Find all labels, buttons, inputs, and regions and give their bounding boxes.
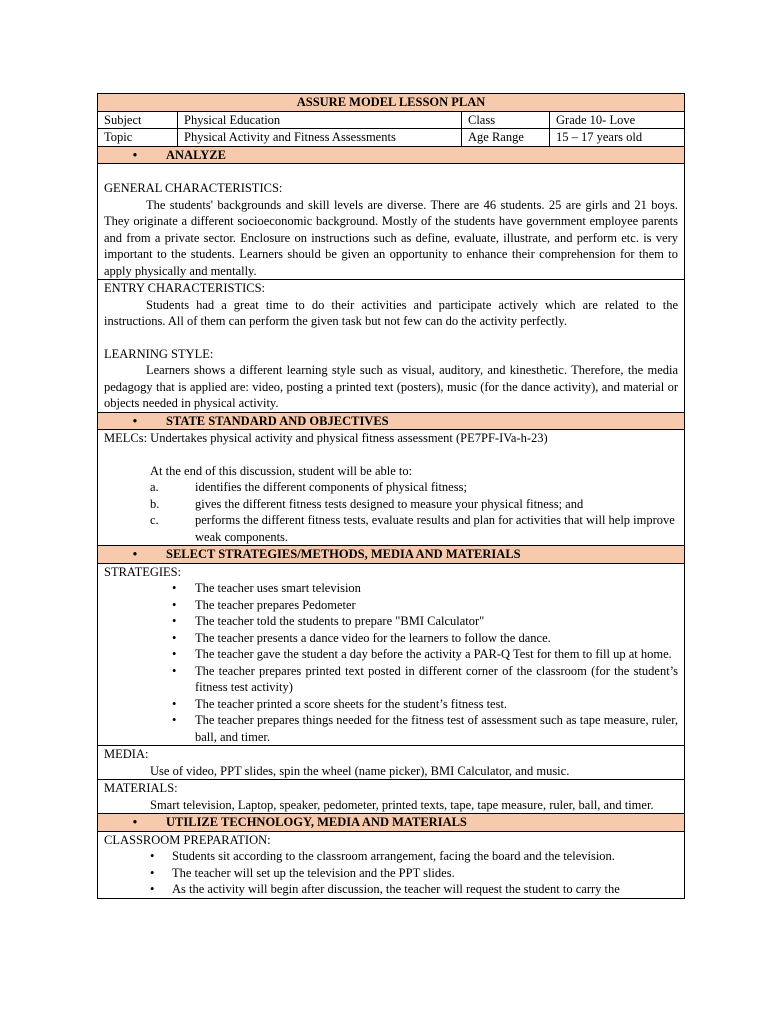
list-item: • As the activity will begin after discussion, the teacher will request the student to carry the <box>104 881 678 898</box>
list-item: • The teacher prepares things needed for the fitness test of assessment such as tape measure, ruler, ball, and timer. <box>104 712 678 745</box>
select-heading-text: SELECT STRATEGIES/METHODS, MEDIA AND MATERIALS <box>166 547 521 561</box>
topic-value: Physical Activity and Fitness Assessments <box>178 129 462 147</box>
bullet: • <box>132 547 138 561</box>
subject-value: Physical Education <box>178 111 462 129</box>
materials-cell <box>98 780 685 814</box>
lesson-plan-page <box>97 93 684 899</box>
classroom-preparation-list <box>104 848 678 898</box>
analyze-heading <box>98 146 685 164</box>
list-item: • The teacher will set up the television and the PPT slides. <box>104 865 678 882</box>
bullet: • <box>132 413 138 428</box>
list-item <box>104 496 678 513</box>
media-text: Use of video, PPT slides, spin the wheel (name picker), BMI Calculator, and music. <box>150 763 570 778</box>
materials-label: MATERIALS: <box>104 781 178 795</box>
entry-characteristics-label: ENTRY CHARACTERISTICS: <box>104 281 266 295</box>
list-item: • The teacher gave the student a day before the activity a PAR-Q Test for them to fill up at home. <box>104 646 678 663</box>
strategies-cell <box>98 563 685 746</box>
bullet: • <box>132 147 138 162</box>
objective-marker: c. <box>150 513 159 527</box>
objective-marker: a. <box>150 480 159 494</box>
objectives-list <box>104 479 678 545</box>
media-cell <box>98 746 685 780</box>
list-item: • The teacher told the students to prepare "BMI Calculator" <box>104 613 678 630</box>
strategies-label: STRATEGIES: <box>104 564 182 579</box>
objective-marker: b. <box>150 496 160 511</box>
info-row-topic <box>98 129 685 147</box>
class-label: Class <box>462 111 550 129</box>
entry-characteristics-text: Students had a great time to do their activities and participate actively which are related to the instructions. All of them can perform the given task but not few can do the activity perfectly. <box>104 297 679 328</box>
class-value: Grade 10- Love <box>550 111 685 129</box>
plan-title: ASSURE MODEL LESSON PLAN <box>98 94 685 112</box>
objective-text: performs the different fitness tests, evaluate results and plan for activities that will help improve weak components. <box>195 513 675 544</box>
learning-style-label: LEARNING STYLE: <box>104 346 214 361</box>
objectives-cell <box>98 430 685 546</box>
utilize-heading-text: UTILIZE TECHNOLOGY, MEDIA AND MATERIALS <box>166 815 467 829</box>
list-item: • The teacher printed a score sheets for the student’s fitness test. <box>104 696 678 713</box>
objective-text: gives the different fitness tests designed to measure your physical fitness; and <box>195 496 584 511</box>
entry-characteristics-cell <box>98 280 685 413</box>
state-heading <box>98 412 685 430</box>
list-item <box>104 479 678 496</box>
utilize-heading <box>98 814 685 832</box>
list-item <box>104 512 678 545</box>
age-value: 15 – 17 years old <box>550 129 685 147</box>
list-item: • The teacher prepares Pedometer <box>104 597 678 614</box>
general-characteristics-text: The students' backgrounds and skill levels are diverse. There are 46 students. 25 are girls and 21 boys. They originate a different socioeconomic background. Mostly of the students have government employee parents and from a private sector. Enclosure on instructions such as define, evaluate, illustrate, and perform etc. is very important to the students. Learners should be given an opportunity to enhance their comprehension for them to apply physically and mentally. <box>104 197 679 278</box>
list-item: • The teacher uses smart television <box>104 580 678 597</box>
state-heading-text: STATE STANDARD AND OBJECTIVES <box>166 413 389 428</box>
general-characteristics-cell <box>98 164 685 280</box>
materials-text: Smart television, Laptop, speaker, pedometer, printed texts, tape, tape measure, ruler, ball, and timer. <box>150 797 654 812</box>
info-row-subject <box>98 111 685 129</box>
topic-label: Topic <box>98 129 178 147</box>
strategies-list <box>104 580 678 745</box>
learning-style-text: Learners shows a different learning style such as visual, auditory, and kinesthetic. Therefore, the media pedagogy that is applied are: video, posting a printed text (posters), music (for the dance activity), and material or objects needed in physical activity. <box>104 363 679 410</box>
lesson-plan-table <box>97 93 685 899</box>
analyze-heading-text: ANALYZE <box>166 147 226 162</box>
melcs-text: MELCs: Undertakes physical activity and physical fitness assessment (PE7PF-IVa-h-23) <box>104 431 548 445</box>
age-label: Age Range <box>462 129 550 147</box>
list-item: • The teacher prepares printed text posted in different corner of the classroom (for the student’s fitness test activity) <box>104 663 678 696</box>
subject-label: Subject <box>98 111 178 129</box>
classroom-preparation-label: CLASSROOM PREPARATION: <box>104 832 271 847</box>
bullet: • <box>132 815 138 829</box>
objective-text: identifies the different components of physical fitness; <box>195 480 467 494</box>
media-label: MEDIA: <box>104 747 149 761</box>
objectives-intro: At the end of this discussion, student will be able to: <box>150 463 413 478</box>
classroom-preparation-cell <box>98 831 685 898</box>
list-item: • Students sit according to the classroom arrangement, facing the board and the television. <box>104 848 678 865</box>
general-characteristics-label: GENERAL CHARACTERISTICS: <box>104 181 283 195</box>
list-item: • The teacher presents a dance video for the learners to follow the dance. <box>104 630 678 647</box>
select-heading <box>98 546 685 564</box>
